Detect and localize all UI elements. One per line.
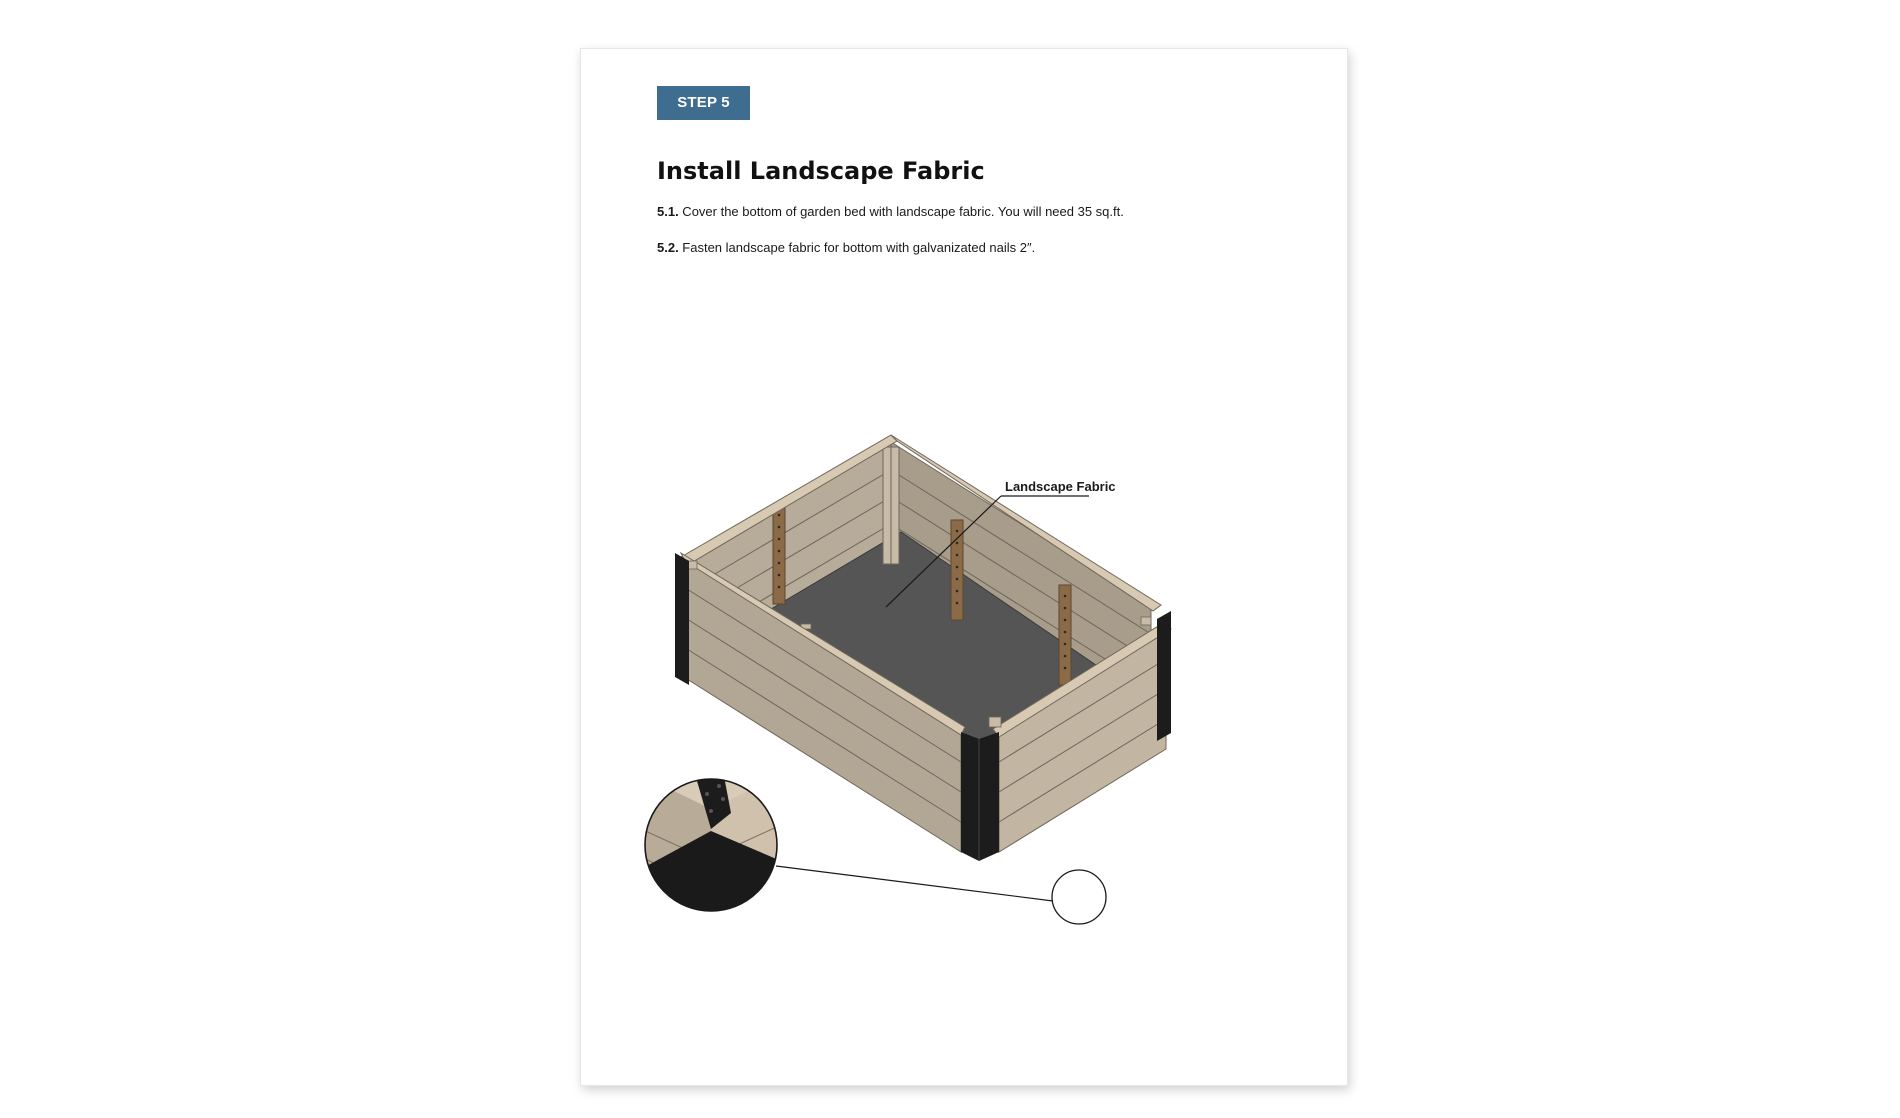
detail-target-circle [1052,870,1106,924]
corner-bracket-left [675,553,689,685]
detail-leader-line [776,866,1053,901]
instruction-page [580,48,1348,1086]
step-badge: STEP 5 [657,86,750,120]
garden-bed-illustration [581,49,1347,1085]
instruction-text: Fasten landscape fabric for bottom with galvanizated nails 2″. [678,240,1036,255]
corner-bracket-front [961,732,999,861]
instruction-text: Cover the bottom of garden bed with landscape fabric. You will need 35 sq.ft. [678,204,1124,219]
instruction-number: 5.1. [657,204,679,219]
stake-right [1059,585,1071,685]
fabric-callout-label: Landscape Fabric [1005,479,1116,494]
corner-detail-magnified [641,771,781,915]
instruction-number: 5.2. [657,240,679,255]
stake-left [773,504,785,604]
page-title: Install Landscape Fabric [657,157,985,185]
corner-bracket-right [1157,611,1171,741]
